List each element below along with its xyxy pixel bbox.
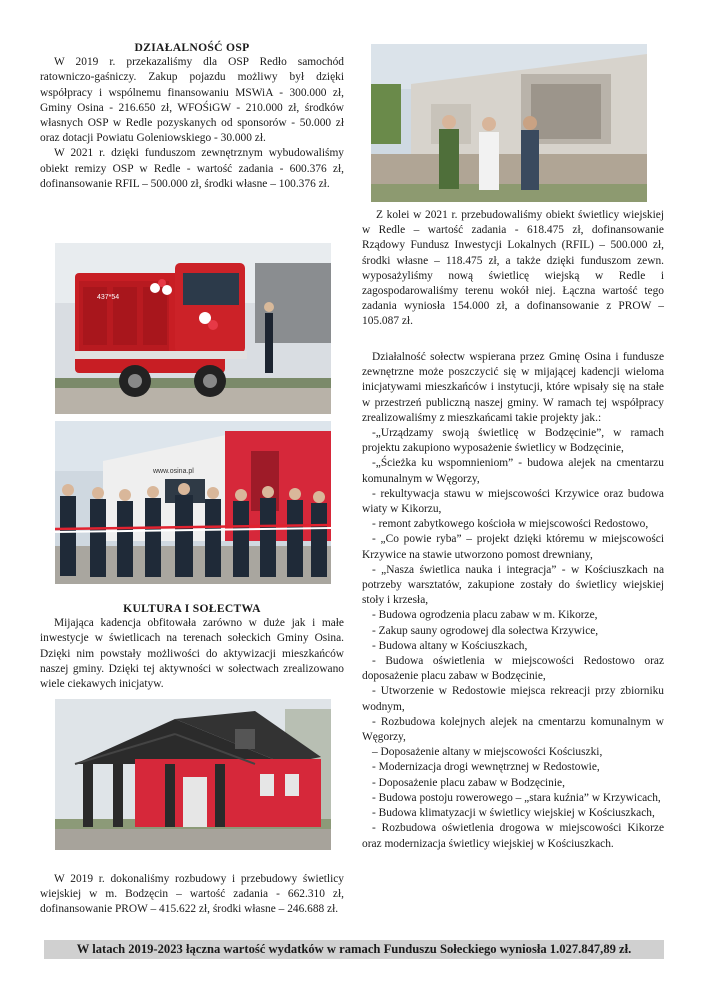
solectwa-intro: Działalność sołectw wspierana przez Gminę Osina i fundusze zewnętrzne może poszczycić się w mijającej kadencji wieloma inicjatywami mieszkańców i instytucji, które wpisały się na stałe w przestrzeń publiczną naszej gminy. W ramach tej współpracy zrealizowaliśmy z mieszkańcami takie projekty jak.: <box>362 351 664 424</box>
kultura-section <box>40 601 344 692</box>
osp-paragraph-2: W 2021 r. dzięki funduszom zewnętrznym wybudowaliśmy obiekt remizy OSP w Redle - wartość zadania - 600.376 zł, dofinansowanie RFIL – 500.000 zł, środki własne – 100.376 zł. <box>40 147 344 190</box>
project-item: - rekultywacja stawu w miejscowości Krzywice oraz budowa wiaty w Kikorzu, <box>362 487 664 516</box>
project-item: - Zakup sauny ogrodowej dla sołectwa Krzywice, <box>372 624 599 637</box>
project-item: - Budowa postoju rowerowego – „stara kuźnia” w Krzywicach, <box>372 791 661 804</box>
truck-plate: 437*54 <box>97 294 120 301</box>
project-item: - Budowa klimatyzacji w świetlicy wiejskiej w Kościuszkach, <box>372 807 655 820</box>
redle-section <box>362 208 664 330</box>
project-item: - Rozbudowa kolejnych alejek na cmentarzu komunalnym w Węgorzy, <box>362 715 664 744</box>
project-item: - Budowa oświetlenia w miejscowości Redostowo oraz doposażenie placu zabaw w Bodzęcinie, <box>362 655 664 683</box>
community-hall-photo <box>55 699 331 850</box>
ribbon-cutting-photo <box>55 421 331 584</box>
osina-sign: www.osina.pl <box>153 468 194 475</box>
project-item: - „Co powie ryba” – projekt dzięki któremu w miejscowości Krzywice na stawie utworzono pomost drewniany, <box>362 533 664 561</box>
redle-paragraph: Z kolei w 2021 r. przebudowaliśmy obiekt świetlicy wiejskiej w Redle – wartość zadania - 618.475 zł, dofinansowanie Rządowy Fundusz Inwestycji Lokalnych (RFIL) – 500.000 zł, środki własne – 118.475 zł, a także dzięki funduszom zewn. wyposażyliśmy nową świetlicę wiejską w Redle i zagospodarowaliśmy terenu wokół niej. Łączna wartość tego zadania wyniosła 154.000 zł, a dofinansowanie z PROW – 105.087 zł. <box>362 209 664 328</box>
project-item: -„Ścieżka ku wspomnieniom” - budowa alejek na cmentarzu komunalnym w Węgorzy, <box>362 457 664 485</box>
project-item: - Budowa altany w Kościuszkach, <box>372 639 528 652</box>
project-item: - Modernizacja drogi wewnętrznej w Redostowie, <box>372 761 600 774</box>
osp-paragraph-1: W 2019 r. przekazaliśmy dla OSP Redło samochód ratowniczo-gaśniczy. Zakup pojazdu możliwy był dzięki współpracy i wspólnemu finansowaniu MSWiA - 300.000 zł, Gminy Osina - 216.650 zł, WFOŚiGW - 210.000 zł, środków własnych OSP w Redle pozyskanych od sponsorów - 50.000 zł oraz dotacji Powiatu Goleniowskiego - 30.000 zł. <box>40 56 344 145</box>
project-item: - Rozbudowa oświetlenia drogowa w miejscowości Kikorze oraz modernizacja świetlicy wiejskiej w Kościuszkach. <box>362 822 664 850</box>
bodzecin-paragraph: W 2019 r. dokonaliśmy rozbudowy i przebudowy świetlicy wiejskiej w m. Bodzęcin – wartość zadania - 662.310 zł, dofinansowanie PROW – 415.622 zł, środki własne – 246.688 zł. <box>40 873 344 916</box>
project-item: - Utworzenie w Redostowie miejsca rekreacji przy zbiorniku wodnym, <box>362 685 664 713</box>
summary-footer: W latach 2019-2023 łączna wartość wydatków w ramach Funduszu Sołeckiego wyniosła 1.027.847,89 zł. <box>44 940 664 959</box>
osp-heading: DZIAŁALNOŚĆ OSP <box>134 41 250 54</box>
project-item: - Budowa ogrodzenia placu zabaw w m. Kikorze, <box>372 609 598 622</box>
project-item: – Doposażenie altany w miejscowości Kościuszki, <box>372 746 603 759</box>
construction-site-photo <box>371 44 647 202</box>
project-item: - „Nasza świetlica nauka i integracja” - w Kościuszkach na potrzeby warsztatów, zakupione zostały do świetlicy wiejskiej stoły i krzesła, <box>362 563 664 607</box>
solectwa-section <box>362 350 664 852</box>
project-item: -„Urządzamy swoją świetlicę w Bodzęcinie”, w ramach projektu zakupiono wyposażenie świetlicy w Bodzęcinie, <box>362 427 664 455</box>
fire-truck-photo <box>55 243 331 414</box>
project-item: - Doposażenie placu zabaw w Bodzęcinie, <box>372 776 565 789</box>
osp-section <box>40 40 344 192</box>
project-item: - remont zabytkowego kościoła w miejscowości Redostowo, <box>372 518 649 531</box>
bodzecin-section <box>40 872 344 918</box>
kultura-paragraph: Mijająca kadencja obfitowała zarówno w duże jak i małe inwestycje w świetlicach na terenach sołeckich Gminy Osina. Dzięki nim powstały możliwości do aktywizacji mieszkańców naszej gminy. Dzięki tej aktywności w sołectwach zrealizowano wiele ciekawych inicjatyw. <box>40 617 344 691</box>
kultura-heading: KULTURA I SOŁECTWA <box>123 602 261 615</box>
